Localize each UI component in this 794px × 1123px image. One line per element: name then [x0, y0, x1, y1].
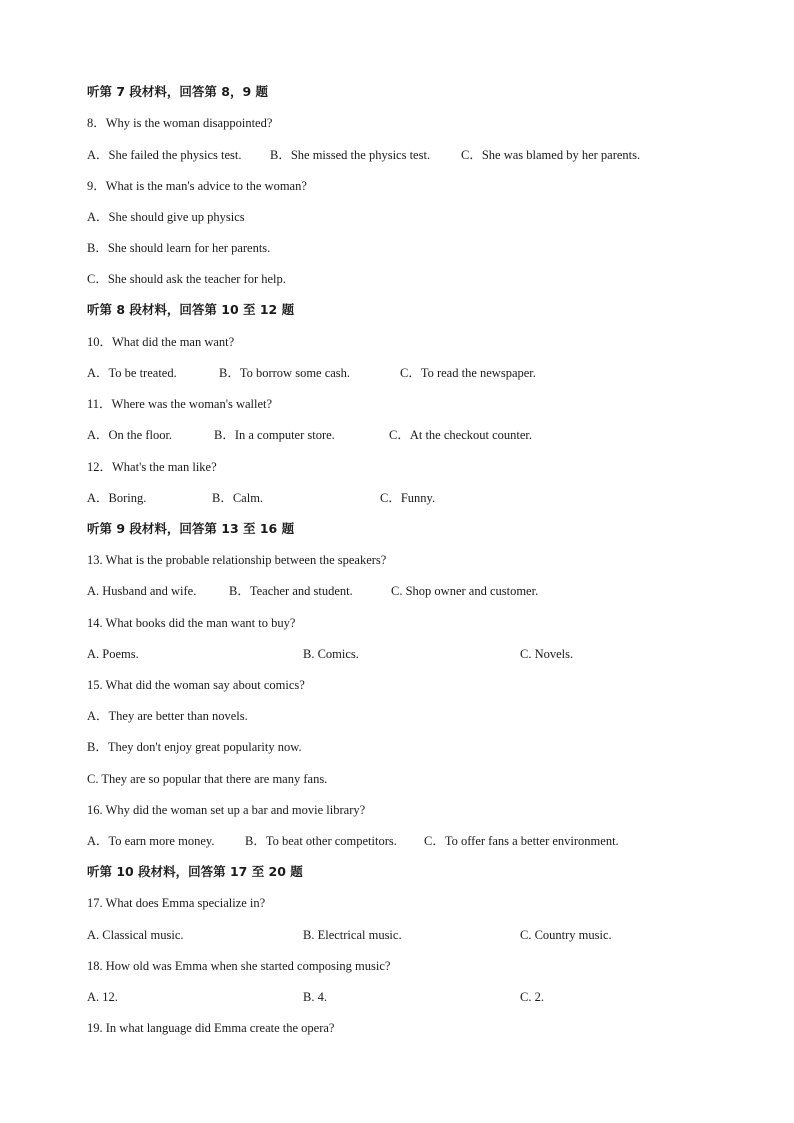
option-c: C. They are so popular that there are many fans. — [87, 772, 328, 786]
option-b: B．In a computer store. — [214, 428, 335, 442]
option-b: B．They don't enjoy great popularity now. — [87, 740, 302, 754]
question-12: 12．What's the man like? — [87, 460, 217, 474]
option-c: C. Country music. — [520, 928, 612, 942]
question-8: 8．Why is the woman disappointed? — [87, 116, 273, 130]
option-c: C．She should ask the teacher for help. — [87, 272, 286, 286]
option-c: C．To offer fans a better environment. — [424, 834, 619, 848]
option-b: B. 4. — [303, 990, 327, 1004]
section-heading: 听第 9 段材料，回答第 13 至 16 题 — [87, 521, 295, 536]
option-b: B. Electrical music. — [303, 928, 402, 942]
option-b: B．Calm. — [212, 491, 264, 505]
option-a: A．She should give up physics — [87, 210, 245, 224]
option-c: C．Funny. — [380, 491, 436, 505]
option-a: A. Husband and wife. — [87, 584, 197, 598]
option-b: B．To borrow some cash. — [219, 366, 351, 380]
option-c: C．At the checkout counter. — [389, 428, 533, 442]
option-a: A. 12. — [87, 990, 118, 1004]
option-a: A．She failed the physics test. — [87, 148, 242, 162]
option-b: B．She should learn for her parents. — [87, 241, 271, 255]
question-17: 17. What does Emma specialize in? — [87, 896, 266, 910]
option-b: B. Comics. — [303, 647, 359, 661]
option-a: A．To earn more money. — [87, 834, 215, 848]
question-13: 13. What is the probable relationship between the speakers? — [87, 553, 387, 567]
option-c: C．She was blamed by her parents. — [461, 148, 641, 162]
option-c: C. Novels. — [520, 647, 574, 661]
option-b: B．To beat other competitors. — [245, 834, 397, 848]
option-a: A. Classical music. — [87, 928, 184, 942]
option-a: A．To be treated. — [87, 366, 177, 380]
option-c: C. 2. — [520, 990, 544, 1004]
option-a: A．Boring. — [87, 491, 147, 505]
option-b: B．Teacher and student. — [229, 584, 353, 598]
option-a: A．On the floor. — [87, 428, 173, 442]
question-10: 10．What did the man want? — [87, 335, 235, 349]
question-18: 18. How old was Emma when she started composing music? — [87, 959, 391, 973]
question-14: 14. What books did the man want to buy? — [87, 616, 296, 630]
option-c: C．To read the newspaper. — [400, 366, 536, 380]
option-a: A. Poems. — [87, 647, 139, 661]
question-19: 19. In what language did Emma create the opera? — [87, 1021, 335, 1035]
option-c: C. Shop owner and customer. — [391, 584, 539, 598]
option-b: B．She missed the physics test. — [270, 148, 431, 162]
question-16: 16. Why did the woman set up a bar and movie library? — [87, 803, 366, 817]
section-heading: 听第 7 段材料，回答第 8，9 题 — [87, 84, 269, 99]
option-a: A．They are better than novels. — [87, 709, 248, 723]
question-11: 11．Where was the woman's wallet? — [87, 397, 273, 411]
question-9: 9．What is the man's advice to the woman? — [87, 179, 307, 193]
section-heading: 听第 10 段材料，回答第 17 至 20 题 — [87, 864, 303, 879]
section-heading: 听第 8 段材料，回答第 10 至 12 题 — [87, 302, 295, 317]
question-15: 15. What did the woman say about comics? — [87, 678, 305, 692]
